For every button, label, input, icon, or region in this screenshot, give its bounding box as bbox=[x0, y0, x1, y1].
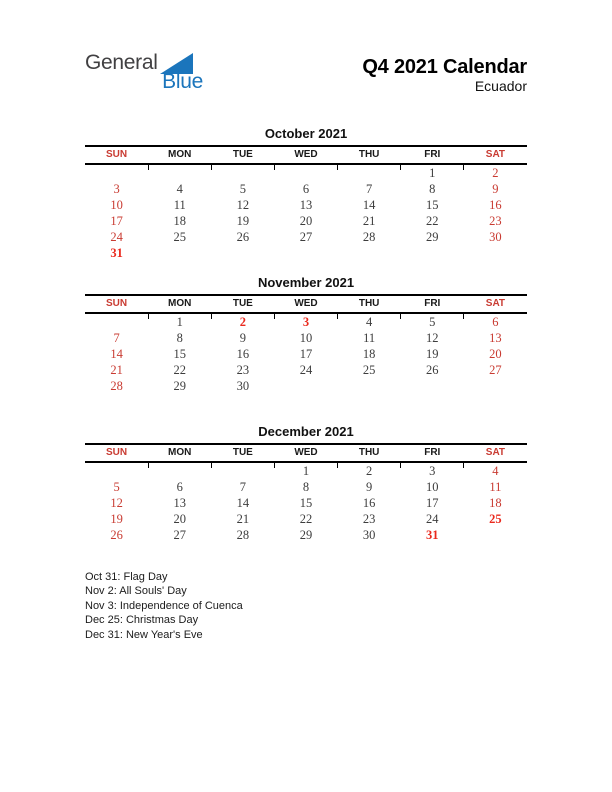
empty-day-cell bbox=[464, 378, 527, 394]
week-row bbox=[85, 362, 527, 378]
day-cell: 18 bbox=[362, 346, 376, 361]
weekday-header-sat: SAT bbox=[464, 295, 527, 313]
day-cell: 13 bbox=[299, 197, 313, 212]
day-cell: 30 bbox=[489, 229, 502, 244]
week-row bbox=[85, 511, 527, 527]
weekday-header-tue: TUE bbox=[211, 295, 274, 313]
day-cell: 24 bbox=[299, 362, 313, 377]
weekday-header-wed: WED bbox=[274, 444, 337, 462]
empty-day-cell bbox=[148, 245, 211, 261]
day-cell: 15 bbox=[426, 197, 439, 212]
week-row bbox=[85, 330, 527, 346]
empty-day-cell bbox=[211, 164, 274, 181]
day-cell: 23 bbox=[362, 511, 376, 526]
day-cell: 30 bbox=[362, 527, 376, 542]
day-cell: 7 bbox=[239, 479, 246, 494]
weekday-header-mon: MON bbox=[148, 444, 211, 462]
weekday-header-row bbox=[85, 146, 527, 164]
empty-day-cell bbox=[338, 245, 401, 261]
weekday-header-sun: SUN bbox=[85, 444, 148, 462]
day-cell: 9 bbox=[239, 330, 246, 345]
day-cell: 28 bbox=[110, 378, 123, 393]
day-cell: 15 bbox=[173, 346, 186, 361]
day-cell: 15 bbox=[299, 495, 313, 510]
day-cell: 8 bbox=[302, 479, 310, 494]
day-cell: 17 bbox=[299, 346, 313, 361]
day-cell: 25 bbox=[173, 229, 186, 244]
day-cell: 10 bbox=[110, 197, 123, 212]
weekday-header-sat: SAT bbox=[464, 146, 527, 164]
day-cell: 2 bbox=[239, 314, 246, 329]
day-cell: 7 bbox=[113, 330, 120, 345]
day-cell: 6 bbox=[302, 181, 310, 196]
day-cell: 22 bbox=[426, 213, 439, 228]
weekday-header-wed: WED bbox=[274, 146, 337, 164]
day-cell: 13 bbox=[173, 495, 186, 510]
day-cell: 12 bbox=[110, 495, 123, 510]
day-cell: 4 bbox=[176, 181, 183, 196]
day-cell: 24 bbox=[426, 511, 439, 526]
day-cell: 26 bbox=[426, 362, 439, 377]
empty-day-cell bbox=[274, 164, 337, 181]
holiday-item: Dec 31: New Year's Eve bbox=[85, 628, 203, 641]
day-cell: 27 bbox=[489, 362, 502, 377]
day-cell: 3 bbox=[302, 314, 310, 329]
day-cell: 14 bbox=[110, 346, 123, 361]
holiday-item: Nov 2: All Souls' Day bbox=[85, 585, 187, 598]
month-title: November 2021 bbox=[257, 276, 355, 290]
day-cell: 26 bbox=[110, 527, 123, 542]
month-grid bbox=[85, 443, 527, 543]
month-title: October 2021 bbox=[264, 127, 348, 141]
empty-day-cell bbox=[338, 164, 401, 181]
day-cell: 8 bbox=[429, 181, 436, 196]
day-cell: 31 bbox=[426, 527, 439, 542]
page-header bbox=[85, 52, 527, 100]
empty-day-cell bbox=[464, 245, 527, 261]
day-cell: 30 bbox=[236, 378, 250, 393]
weekday-header-mon: MON bbox=[148, 295, 211, 313]
empty-day-cell bbox=[464, 527, 527, 543]
day-cell: 19 bbox=[110, 511, 123, 526]
day-cell: 11 bbox=[173, 197, 186, 212]
holiday-item: Oct 31: Flag Day bbox=[85, 571, 168, 583]
week-row bbox=[85, 164, 527, 181]
day-cell: 27 bbox=[173, 527, 186, 542]
holidays-list bbox=[85, 570, 527, 642]
holiday-item: Dec 25: Christmas Day bbox=[85, 614, 199, 627]
day-cell: 5 bbox=[429, 314, 436, 329]
day-cell: 18 bbox=[489, 495, 502, 510]
empty-day-cell bbox=[85, 462, 148, 479]
general-blue-logo bbox=[85, 52, 203, 92]
page-subtitle: Ecuador bbox=[474, 78, 527, 94]
day-cell: 1 bbox=[176, 314, 183, 329]
logo-blue-text: Blue bbox=[162, 70, 203, 93]
months-container bbox=[85, 127, 527, 574]
weekday-header-thu: THU bbox=[338, 146, 401, 164]
day-cell: 29 bbox=[426, 229, 439, 244]
week-row bbox=[85, 181, 527, 197]
week-row bbox=[85, 462, 527, 479]
day-cell: 4 bbox=[492, 463, 499, 478]
day-cell: 29 bbox=[299, 527, 313, 542]
day-cell: 18 bbox=[173, 213, 186, 228]
empty-day-cell bbox=[211, 462, 274, 479]
day-cell: 17 bbox=[110, 213, 123, 228]
day-cell: 22 bbox=[299, 511, 313, 526]
day-cell: 25 bbox=[489, 511, 502, 526]
week-row bbox=[85, 495, 527, 511]
weekday-header-fri: FRI bbox=[401, 295, 464, 313]
day-cell: 26 bbox=[236, 229, 250, 244]
week-row bbox=[85, 213, 527, 229]
weekday-header-row bbox=[85, 295, 527, 313]
day-cell: 5 bbox=[239, 181, 246, 196]
holiday-item: Nov 3: Independence of Cuenca bbox=[85, 599, 243, 612]
day-cell: 21 bbox=[362, 213, 376, 228]
week-row bbox=[85, 229, 527, 245]
day-cell: 6 bbox=[492, 314, 499, 329]
empty-day-cell bbox=[274, 378, 337, 394]
day-cell: 8 bbox=[176, 330, 183, 345]
title-block bbox=[362, 56, 527, 96]
day-cell: 31 bbox=[110, 245, 123, 260]
month-grid bbox=[85, 145, 527, 261]
day-cell: 9 bbox=[492, 181, 499, 196]
day-cell: 23 bbox=[236, 362, 250, 377]
day-cell: 12 bbox=[426, 330, 439, 345]
day-cell: 10 bbox=[299, 330, 313, 345]
empty-day-cell bbox=[401, 245, 464, 261]
day-cell: 4 bbox=[366, 314, 373, 329]
weekday-header-tue: TUE bbox=[211, 146, 274, 164]
weekday-header-wed: WED bbox=[274, 295, 337, 313]
month-november-2021 bbox=[85, 276, 527, 425]
day-cell: 28 bbox=[362, 229, 376, 244]
weekday-header-fri: FRI bbox=[401, 444, 464, 462]
weekday-header-sun: SUN bbox=[85, 295, 148, 313]
empty-day-cell bbox=[148, 462, 211, 479]
day-cell: 17 bbox=[426, 495, 439, 510]
day-cell: 14 bbox=[362, 197, 376, 212]
weekday-header-tue: TUE bbox=[211, 444, 274, 462]
weekday-header-fri: FRI bbox=[401, 146, 464, 164]
day-cell: 2 bbox=[492, 165, 499, 180]
day-cell: 16 bbox=[236, 346, 250, 361]
empty-day-cell bbox=[148, 164, 211, 181]
day-cell: 16 bbox=[362, 495, 376, 510]
day-cell: 25 bbox=[362, 362, 376, 377]
day-cell: 3 bbox=[113, 181, 120, 196]
empty-day-cell bbox=[211, 245, 274, 261]
day-cell: 19 bbox=[426, 346, 439, 361]
day-cell: 2 bbox=[366, 463, 373, 478]
month-title: December 2021 bbox=[258, 425, 354, 439]
day-cell: 24 bbox=[110, 229, 123, 244]
empty-day-cell bbox=[338, 378, 401, 394]
day-cell: 27 bbox=[299, 229, 313, 244]
page-title: Q4 2021 Calendar bbox=[362, 56, 527, 78]
day-cell: 19 bbox=[236, 213, 250, 228]
empty-day-cell bbox=[274, 245, 337, 261]
weekday-header-mon: MON bbox=[148, 146, 211, 164]
week-row bbox=[85, 378, 527, 394]
day-cell: 13 bbox=[489, 330, 502, 345]
weekday-header-thu: THU bbox=[338, 295, 401, 313]
empty-day-cell bbox=[85, 313, 148, 330]
day-cell: 29 bbox=[173, 378, 186, 393]
day-cell: 22 bbox=[173, 362, 186, 377]
day-cell: 5 bbox=[113, 479, 120, 494]
day-cell: 12 bbox=[236, 197, 250, 212]
day-cell: 1 bbox=[302, 463, 310, 478]
month-october-2021 bbox=[85, 127, 527, 276]
day-cell: 6 bbox=[176, 479, 183, 494]
weekday-header-row bbox=[85, 444, 527, 462]
day-cell: 23 bbox=[489, 213, 502, 228]
day-cell: 16 bbox=[489, 197, 502, 212]
logo-general-text: General bbox=[85, 51, 158, 74]
weekday-header-thu: THU bbox=[338, 444, 401, 462]
empty-day-cell bbox=[401, 378, 464, 394]
day-cell: 14 bbox=[236, 495, 250, 510]
day-cell: 7 bbox=[366, 181, 373, 196]
day-cell: 10 bbox=[426, 479, 439, 494]
week-row bbox=[85, 245, 527, 261]
week-row bbox=[85, 313, 527, 330]
week-row bbox=[85, 197, 527, 213]
day-cell: 11 bbox=[363, 330, 376, 345]
day-cell: 21 bbox=[110, 362, 123, 377]
day-cell: 21 bbox=[236, 511, 250, 526]
day-cell: 28 bbox=[236, 527, 250, 542]
week-row bbox=[85, 479, 527, 495]
day-cell: 11 bbox=[489, 479, 502, 494]
day-cell: 3 bbox=[429, 463, 436, 478]
month-grid bbox=[85, 294, 527, 394]
day-cell: 20 bbox=[173, 511, 186, 526]
weekday-header-sat: SAT bbox=[464, 444, 527, 462]
day-cell: 1 bbox=[429, 165, 436, 180]
week-row bbox=[85, 527, 527, 543]
week-row bbox=[85, 346, 527, 362]
month-december-2021 bbox=[85, 425, 527, 574]
day-cell: 20 bbox=[489, 346, 502, 361]
day-cell: 20 bbox=[299, 213, 313, 228]
day-cell: 9 bbox=[366, 479, 373, 494]
empty-day-cell bbox=[85, 164, 148, 181]
weekday-header-sun: SUN bbox=[85, 146, 148, 164]
